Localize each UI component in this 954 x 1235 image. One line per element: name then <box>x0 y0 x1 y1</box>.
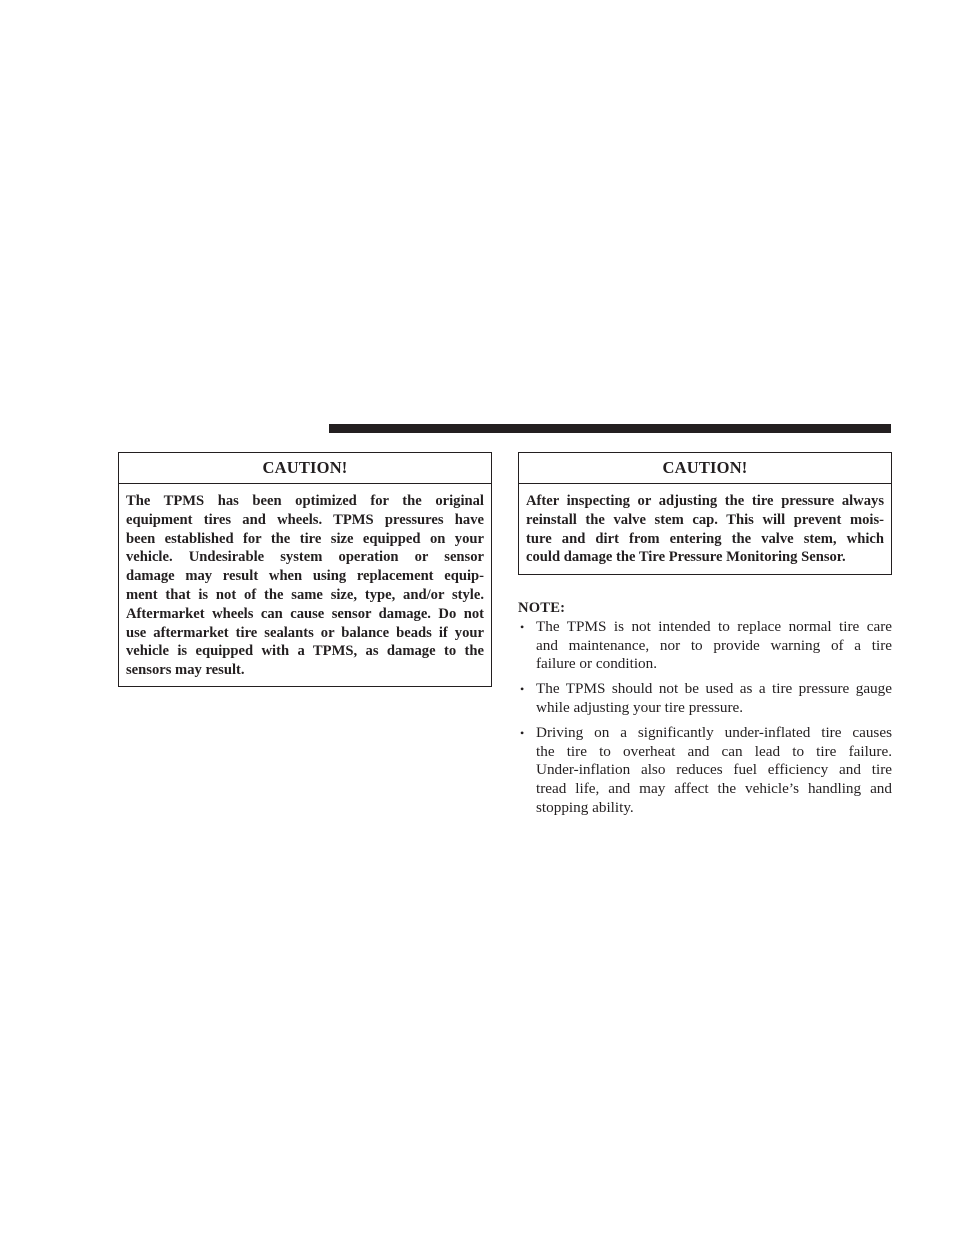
caution-text-line: damage may result when using replacement equip- <box>126 568 484 585</box>
note-section <box>518 599 892 824</box>
caution-heading: CAUTION! <box>119 453 491 484</box>
list-item-line: and maintenance, nor to provide warning of a tire <box>536 636 892 654</box>
caution-text-line: sensors may result. <box>126 662 245 679</box>
caution-text-line: The TPMS has been optimized for the original <box>126 493 484 509</box>
list-item <box>518 724 892 818</box>
list-item-line: stopping ability. <box>536 798 634 816</box>
list-item <box>518 618 892 674</box>
list-item-line: Driving on a significantly under-inflated tire causes <box>536 723 892 741</box>
note-label: NOTE: <box>518 600 566 616</box>
note-bullet-list <box>518 618 892 818</box>
list-item <box>518 680 892 718</box>
list-item-line: failure or condition. <box>536 655 658 673</box>
list-item-line: The TPMS is not intended to replace normal tire care <box>536 617 892 635</box>
caution-box-valve-stem-cap <box>518 452 892 575</box>
bullet-icon: • <box>520 682 525 697</box>
caution-text-line: been established for the tire size equipped on your <box>126 530 484 547</box>
caution-text-line: use aftermarket tire sealants or balance beads if your <box>126 624 484 641</box>
list-item-line: Under-inflation also reduces fuel efficiency and tire <box>536 761 892 779</box>
bullet-icon: • <box>520 619 525 634</box>
caution-box-tpms-optimization <box>118 452 492 687</box>
caution-text <box>119 484 491 680</box>
caution-text-line: ment that is not of the same size, type, and/or style. <box>126 586 484 603</box>
caution-text-line: Aftermarket wheels can cause sensor damage. Do not <box>126 605 484 622</box>
list-item-line: the tire to overheat and can lead to tire failure. <box>536 742 892 760</box>
caution-heading: CAUTION! <box>519 453 891 484</box>
bullet-icon: • <box>520 725 525 740</box>
caution-text-line: reinstall the valve stem cap. This will prevent mois- <box>526 511 884 528</box>
caution-text <box>519 484 891 567</box>
caution-text-line: vehicle is equipped with a TPMS, as damage to the <box>126 643 484 660</box>
caution-text-line: vehicle. Undesirable system operation or sensor <box>126 549 484 566</box>
caution-text-line: After inspecting or adjusting the tire pressure always <box>526 493 884 509</box>
list-item-line: while adjusting your tire pressure. <box>536 698 744 716</box>
list-item-line: tread life, and may affect the vehicle’s handling and <box>536 780 892 798</box>
caution-text-line: equipment tires and wheels. TPMS pressures have <box>126 511 484 528</box>
section-header-rule <box>329 424 891 433</box>
list-item-line: The TPMS should not be used as a tire pressure gauge <box>536 680 892 698</box>
caution-text-line: could damage the Tire Pressure Monitoring Sensor. <box>526 549 846 566</box>
caution-text-line: ture and dirt from entering the valve stem, which <box>526 530 884 547</box>
